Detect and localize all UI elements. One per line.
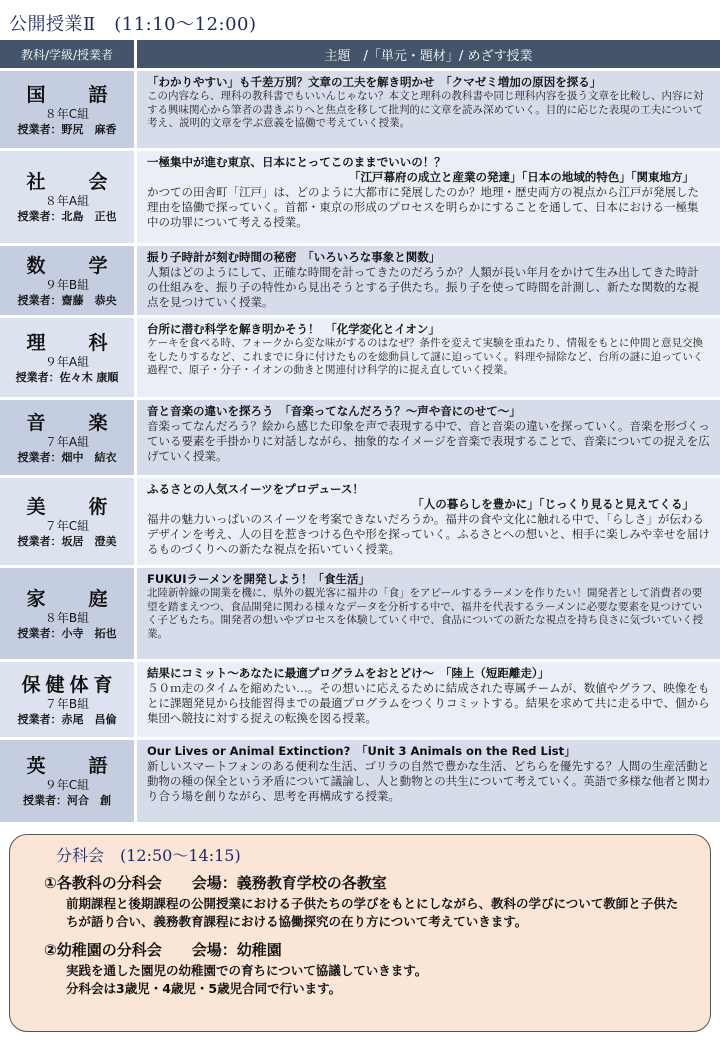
lesson-row-science	[0, 318, 720, 400]
subject-name: 理 科	[26, 331, 120, 354]
lesson-theme: 一極集中が進む東京、日本にとってこのままでいいの！？	[147, 155, 446, 169]
subject-name: 数 学	[26, 254, 120, 277]
lesson-description: 人類はどのようにして、正確な時間を計ってきたのだろうか？人類が長い年月をかけて生み出してきた時計の仕組みを、振り子の特性から見出そうとする子供たち。振り子を使って時間を計測し、新たな関数的な視点を見つけていく授業。	[147, 265, 699, 309]
class-grade: ８年B組	[44, 610, 90, 625]
lesson-row-pe	[0, 662, 720, 740]
class-grade: ９年B組	[44, 277, 90, 292]
session-title: 分科会 (12:50〜14:15)	[56, 846, 241, 865]
subject-name: 音 楽	[26, 411, 120, 434]
teacher-name: 授業者：坂居 澄美	[17, 534, 117, 548]
lesson-row-math	[0, 246, 720, 318]
lesson-unit: 「人の暮らしを豊かに」「じっくり見ると見えてくる」	[412, 497, 694, 511]
lesson-description: ケーキを食べる時、フォークから変な味がするのはなぜ？条件を変えて実験を重ねたり、情報をもとに仲間と意見交換をしたりするなど、これまでに身に付けたものを総動員して謎に迫っていく。料理や掃除など、台所の謎に迫っていく過程で、原子・分子・イオンの動きと関連付け科学的に捉え直していく授業。	[147, 337, 704, 376]
lesson-theme: FUKUIラーメンを開発しよう！「食生活」	[147, 572, 370, 586]
class-grade: ８年C組	[44, 106, 90, 121]
class-grade: ９年C組	[44, 778, 90, 792]
subject-name: 家 庭	[26, 587, 120, 610]
teacher-name: 授業者：北島 正也	[17, 210, 117, 223]
teacher-name: 授業者：河合 創	[23, 794, 111, 807]
lesson-theme: 振り子時計が刻む時間の秘密 「いろいろな事象と関数」	[147, 250, 441, 264]
lesson-theme: 音と音楽の違いを探ろう 「音楽ってなんだろう？〜声や音にのせて〜」	[147, 404, 521, 418]
lesson-row-music	[0, 400, 720, 478]
kindergarten-session-title: ②幼稚園の分科会 会場：幼稚園	[44, 941, 282, 959]
lesson-description: 音楽ってなんだろう？絵から感じた印象を声で表現する中で、音と音楽の違いを探っていく。音楽を形づくっている要素を手掛かりに対話しながら、抽象的なイメージを音楽で表現することで、音楽についての捉えを広げていく授業。	[147, 419, 710, 463]
lesson-theme: Our Lives or Animal Extinction? 「Unit 3 Animals on the Red List」	[147, 744, 576, 758]
subject-name: 国 語	[26, 83, 120, 106]
lesson-theme: 「わかりやすい」も千差万別？文章の工夫を解き明かせ 「クマゼミ増加の原因を探る」	[147, 75, 602, 89]
lesson-description: この内容なら、理科の教科書でもいいんじゃない？本文と理科の教科書や同じ理科内容を扱う文章を比較し、内容に対する興味関心から筆者の書きぶりへと焦点を移して批判的に文章を読み深めていく。目的に応じた表現の工夫について考え、説明的文章を学ぶ意義を協働で考えていく授業。	[147, 90, 704, 129]
teacher-name: 授業者：畑中 結衣	[17, 450, 117, 464]
subject-name: 英 語	[26, 755, 120, 777]
class-grade: ７年C組	[44, 518, 90, 533]
class-grade: ９年A組	[44, 354, 90, 369]
class-grade: ７年A組	[44, 434, 90, 449]
subject-name: 美 術	[26, 495, 120, 518]
lesson-theme: 結果にコミット〜あなたに最適プログラムをおとどけ〜 「陸上（短距離走）」	[147, 666, 550, 680]
subject-session-title: ①各教科の分科会 会場：義務教育学校の各教室	[44, 874, 387, 892]
teacher-name: 授業者：齋藤 恭央	[17, 293, 117, 307]
header-right: 主題 /「単元・題材」/ めざす授業	[324, 48, 533, 64]
teacher-name: 授業者：小寺 拓也	[17, 626, 117, 640]
lesson-row-home-economics	[0, 568, 720, 662]
subject-name: 社 会	[26, 171, 120, 193]
lesson-row-social	[0, 151, 720, 246]
lesson-description: 新しいスマートフォンのある便利な生活、ゴリラの自然で豊かな生活、どちらを優先する？人間の生産活動と動物の種の保全という矛盾について議論し、人と動物との共生について考えていく。英語で多様な他者と関わり合う場を創りながら、思考を再構成する授業。	[147, 759, 710, 803]
schedule-table	[0, 40, 720, 822]
class-grade: ７年B組	[44, 696, 90, 711]
teacher-name: 授業者：野尻 麻香	[17, 122, 117, 136]
teacher-name: 授業者：赤尾 昌倫	[17, 712, 117, 726]
class-grade: ８年A組	[44, 194, 90, 208]
subject-name: 保健体育	[21, 673, 118, 696]
subject-session-text: 前期課程と後期課程の公開授業における子供たちの学びをもとにしながら、教科の学びについて教師と子供たちが語り合い、義務教育課程における協働探究の在り方について考えていきます。	[66, 896, 679, 929]
session-panel	[9, 834, 711, 1032]
lesson-description: 福井の魅力いっぱいのスイーツを考案できないだろうか。福井の食や文化に触れる中で、「らしさ」が伝わるデザインを考え、人の目を惹きつける色や形を探っていく。ふるさとへの想いと、相手に楽しみや幸せを届けるものづくりへの新たな視点を拓いていく授業。	[147, 512, 710, 556]
lesson-row-english	[0, 740, 720, 822]
lesson-row-japanese	[0, 71, 720, 151]
lesson-description: かつての田舎町「江戸」は、どのように大都市に発展したのか？地理・歴史両方の視点から江戸が発展した理由を協働で探っていく。首都・東京の形成のプロセスを明らかにすることを通して、日本における一極集中の功罪について考える授業。	[147, 185, 699, 229]
lesson-theme: 台所に潜む科学を解き明かそう！ 「化学変化とイオン」	[147, 322, 440, 336]
lesson-description: ５０ｍ走のタイムを縮めたい…。その想いに応えるために結成された専属チームが、数値やグラフ、映像をもとに課題発見から技能習得までの最適プログラムをつくりコミットする。結果を求めて共に走る中で、個から集団へ競技に対する捉えの転換を図る授業。	[147, 681, 710, 725]
kindergarten-session-line1: 実践を通した園児の幼稚園での育ちについて協議していきます。	[66, 963, 428, 978]
teacher-name: 授業者：佐々木 康順	[15, 370, 119, 384]
header-left: 教科/学級/授業者	[0, 40, 137, 68]
lesson-unit: 「江戸幕府の成立と産業の発達」「日本の地域的特色」「関東地方」	[349, 170, 694, 184]
table-header	[0, 40, 720, 71]
lesson-row-art	[0, 478, 720, 568]
lesson-description: 北陸新幹線の開業を機に、県外の観光客に福井の「食」をアピールするラーメンを作りたい！開発者として消費者の要望を踏まえつつ、食品開発に関わる様々なデータを分析する中で、福井を代表するラーメンに必要な要素を見つけていく子どもたち。開発者の想いやプロセスを体験していく中で、食品についての新たな視点を持ち良さに気づいていく授業。	[147, 587, 704, 640]
lesson-theme: ふるさとの人気スイーツをプロデュース！	[147, 482, 364, 496]
kindergarten-session-line2: 分科会は3歳児・4歳児・5歳児合同で行います。	[66, 981, 342, 996]
page-title: 公開授業Ⅱ (11:10〜12:00)	[9, 14, 257, 35]
